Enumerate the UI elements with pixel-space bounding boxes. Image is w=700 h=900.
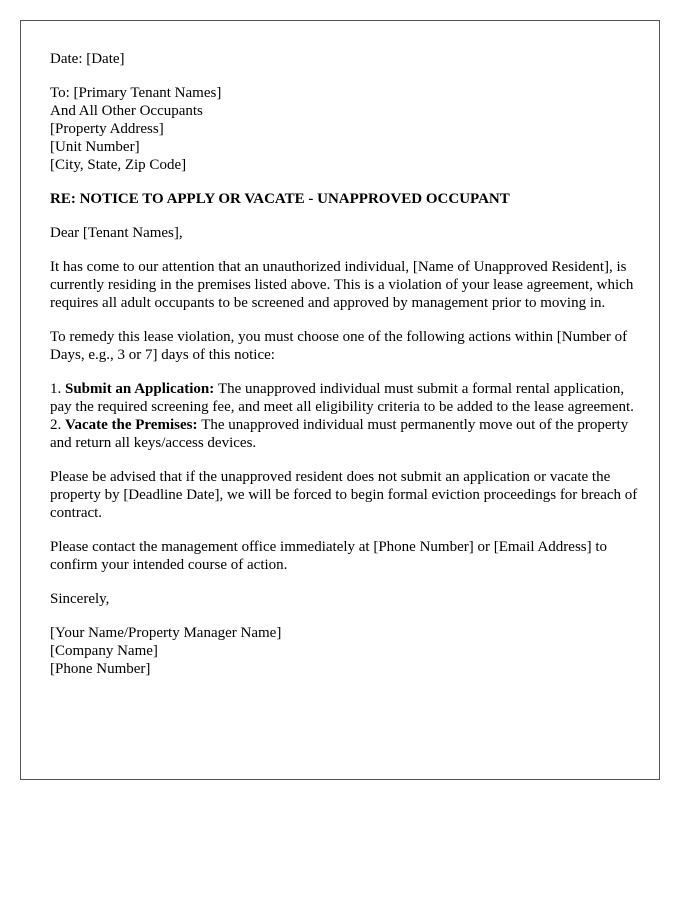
option-title: Submit an Application: [65,381,218,397]
recipient-city: [City, State, Zip Code] [50,157,187,173]
options-list [50,380,640,452]
option-text: The unapproved individual must submit a formal rental application, pay the required screening fee, and meet all eligibility criteria to be added to the lease agreement. [50,381,634,415]
letter-subject: RE: NOTICE TO APPLY OR VACATE - UNAPPROVED OCCUPANT [50,191,510,207]
letter-page [20,20,660,780]
option-item [50,380,640,416]
option-item [50,416,640,452]
letter-closing: Sincerely, [50,591,110,607]
option-number: 1. [50,381,65,397]
signature-company: [Company Name] [50,643,158,659]
letter-date: Date: [Date] [50,51,125,67]
option-title: Vacate the Premises: [65,417,202,433]
signature-name: [Your Name/Property Manager Name] [50,625,282,641]
letter-salutation: Dear [Tenant Names], [50,225,183,241]
paragraph-remedy: To remedy this lease violation, you must choose one of the following actions within [Number of Days, e.g., 3 or 7] days of this notice: [50,329,628,363]
option-number: 2. [50,417,65,433]
recipient-address: [Property Address] [50,121,164,137]
signature-phone: [Phone Number] [50,661,151,677]
recipient-occupants: And All Other Occupants [50,103,203,119]
signature-block [50,624,640,678]
recipient-to-line: To: [Primary Tenant Names] [50,85,222,101]
letter-content [50,50,640,678]
paragraph-eviction-warning: Please be advised that if the unapproved resident does not submit an application or vacate the property by [Deadline Date], we will be forced to begin formal eviction proceedings for breach of contract. [50,469,638,521]
recipient-unit: [Unit Number] [50,139,140,155]
option-text: The unapproved individual must permanently move out of the property and return all keys/access devices. [50,417,629,451]
paragraph-violation: It has come to our attention that an unauthorized individual, [Name of Unapproved Resident], is currently residing in the premises listed above. This is a violation of your lease agreement, which requires all adult occupants to be screened and approved by management prior to moving in. [50,259,634,311]
paragraph-contact: Please contact the management office immediately at [Phone Number] or [Email Address] to confirm your intended course of action. [50,539,608,573]
recipient-block [50,84,640,174]
